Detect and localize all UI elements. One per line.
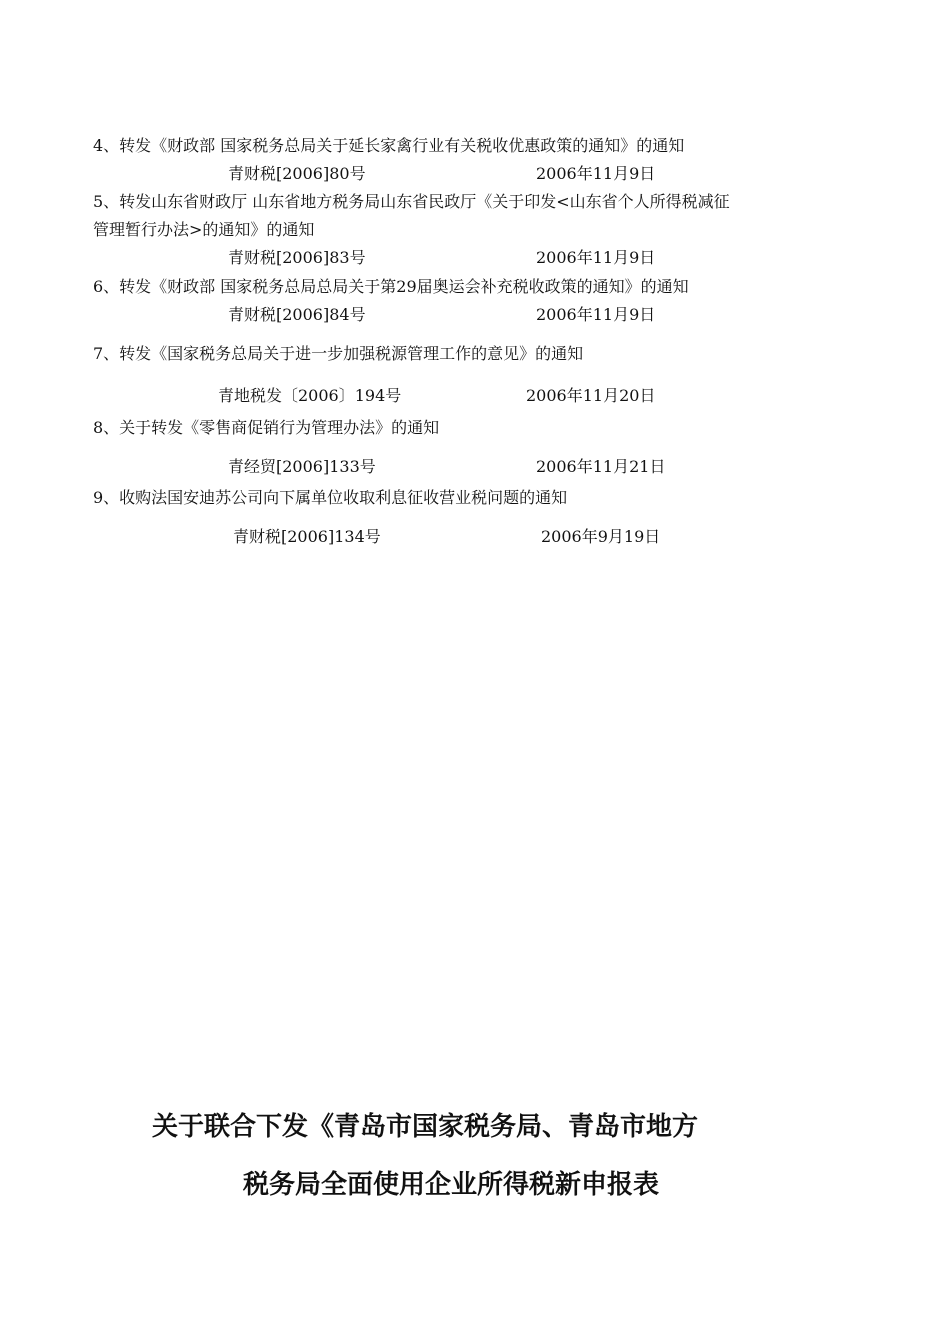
item-6-title: 6、转发《财政部 国家税务总局总局关于第29届奥运会补充税收政策的通知》的通知 <box>93 277 689 296</box>
item-4-doc-number: 青财税[2006]80号 <box>228 164 366 183</box>
heading-line-1: 关于联合下发《青岛市国家税务局、青岛市地方 <box>152 1112 699 1142</box>
item-6-doc-number: 青财税[2006]84号 <box>228 305 366 324</box>
item-5-title-line-1: 5、转发山东省财政厅 山东省地方税务局山东省民政厅《关于印发<山东省个人所得税减征 <box>93 192 730 211</box>
item-5-doc-number: 青财税[2006]83号 <box>228 248 366 267</box>
item-9-doc-number: 青财税[2006]134号 <box>233 527 381 546</box>
item-4-date: 2006年11月9日 <box>536 164 656 183</box>
item-5-date: 2006年11月9日 <box>536 248 656 267</box>
item-7-date: 2006年11月20日 <box>526 386 656 405</box>
item-8-date: 2006年11月21日 <box>536 457 666 476</box>
item-7-title: 7、转发《国家税务总局关于进一步加强税源管理工作的意见》的通知 <box>93 344 584 363</box>
item-8-doc-number: 青经贸[2006]133号 <box>228 457 376 476</box>
item-4-title: 4、转发《财政部 国家税务总局关于延长家禽行业有关税收优惠政策的通知》的通知 <box>93 136 685 155</box>
heading-line-2: 税务局全面使用企业所得税新申报表 <box>243 1170 660 1200</box>
item-7-doc-number: 青地税发〔2006〕194号 <box>218 386 402 405</box>
item-9-date: 2006年9月19日 <box>541 527 661 546</box>
item-6-date: 2006年11月9日 <box>536 305 656 324</box>
item-5-title-line-2: 管理暂行办法>的通知》的通知 <box>93 220 315 239</box>
item-8-title: 8、关于转发《零售商促销行为管理办法》的通知 <box>93 418 440 437</box>
item-9-title: 9、收购法国安迪苏公司向下属单位收取利息征收营业税问题的通知 <box>93 488 568 507</box>
